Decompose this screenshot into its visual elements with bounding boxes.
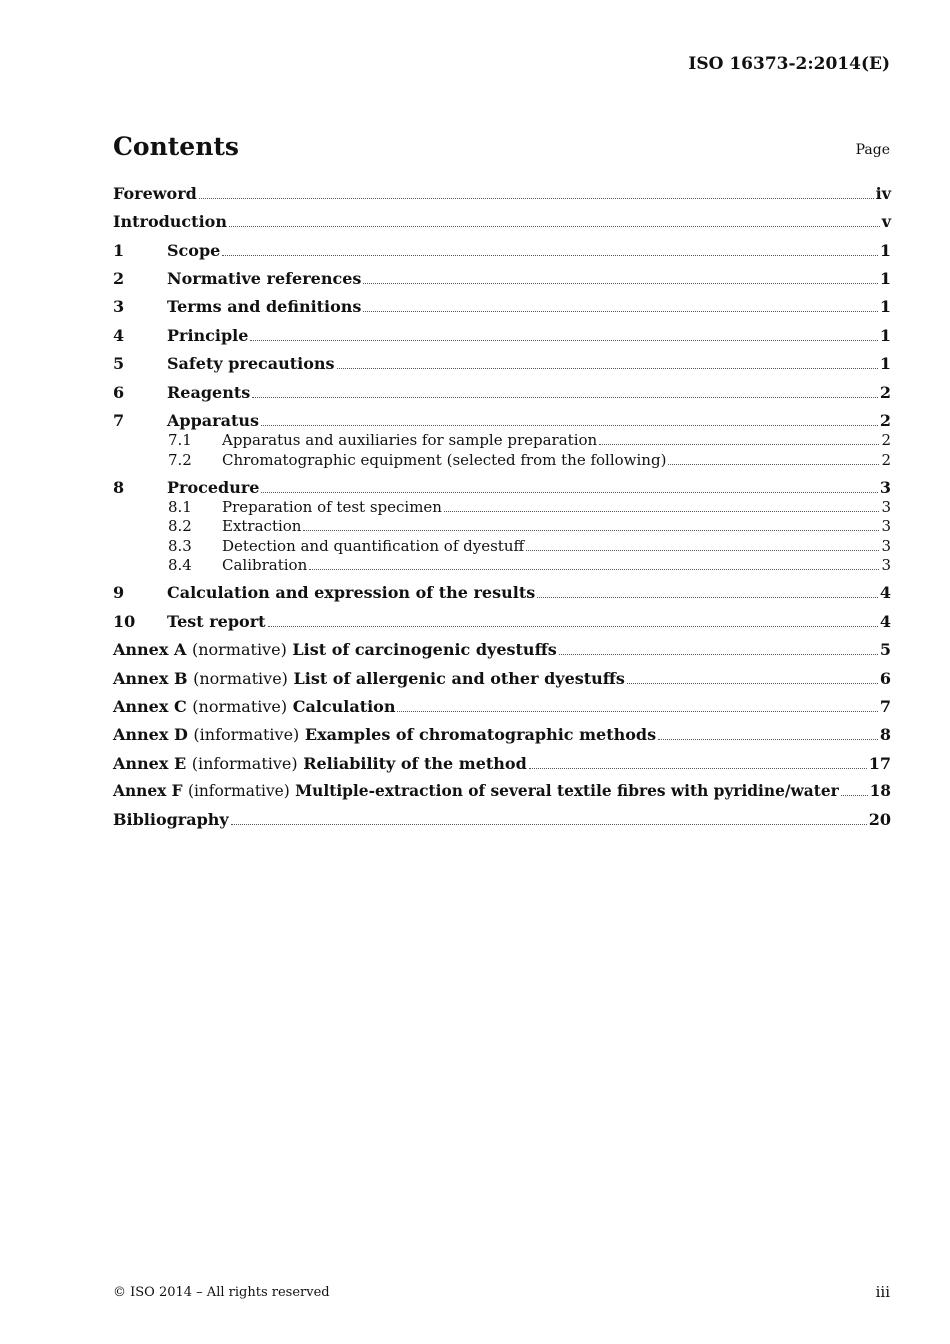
toc-entry-annex-d[interactable] [113,725,891,744]
toc-entry-number: 8 [113,478,125,497]
toc-entry-title: Calculation and expression of the results [167,583,536,602]
toc-entry-title: Scope [167,241,221,260]
annex-label: Annex E [113,754,187,773]
toc-entry-procedure[interactable] [113,478,891,497]
toc-entry-page: 18 [869,782,891,800]
leader-dots [363,283,877,284]
leader-dots [627,683,878,684]
toc-entry-number: 9 [113,583,125,602]
toc-entry-number: 2 [113,269,125,288]
leader-dots [229,226,880,227]
toc-entry-page: 8 [879,725,891,744]
toc-entry-number: 10 [113,612,136,631]
toc-subentry-7-1[interactable] [113,431,891,449]
leader-dots [363,311,877,312]
toc-entry-annex-b[interactable] [113,669,891,688]
annex-kind: (normative) [192,697,288,716]
toc-entry-title: Principle [167,326,249,345]
toc-entry-number: 7.1 [168,431,192,449]
toc-entry-apparatus[interactable] [113,411,891,430]
toc-entry-title: Multiple-extraction of several textile fibres with pyridine/water [295,782,839,800]
toc-entry-page: 2 [879,411,891,430]
toc-entry-number: 3 [113,297,125,316]
toc-entry-calculation-and-expression[interactable] [113,583,891,602]
toc-entry-title: Calibration [222,556,308,574]
toc-entry-title: Chromatographic equipment (selected from the following) [222,451,667,469]
toc-entry-title: Introduction [113,212,227,231]
toc-entry-title: Bibliography [113,810,229,829]
toc-entry-title: Extraction [222,517,302,535]
footer-copyright: © ISO 2014 – All rights reserved [113,1285,330,1300]
annex-label: Annex A [113,640,187,659]
toc-entry-number: 1 [113,241,125,260]
annex-kind: (normative) [193,669,288,688]
toc-entry-number: 8.1 [168,498,192,516]
toc-entry-page: 5 [879,640,891,659]
annex-label: Annex F [113,782,183,800]
toc-entry-page: 17 [868,754,891,773]
toc-entry-safety-precautions[interactable] [113,354,891,373]
toc-entry-title: Examples of chromatographic methods [304,725,657,744]
toc-entry-page: 1 [879,326,891,345]
toc-entry-scope[interactable] [113,241,891,260]
toc-entry-title: Test report [167,612,266,631]
leader-dots [397,711,877,712]
leader-dots [261,425,878,426]
toc-entry-page: iv [875,184,891,203]
leader-dots [199,198,874,199]
toc-entry-title: Terms and definitions [167,297,362,316]
toc-entry-title: Foreword [113,184,197,203]
toc-entry-number: 8.3 [168,537,192,555]
toc-entry-page: 3 [879,478,891,497]
annex-kind: (informative) [193,725,300,744]
annex-kind: (informative) [187,782,290,800]
toc-entry-bibliography[interactable] [113,810,891,829]
leader-dots [841,795,868,796]
toc-entry-normative-references[interactable] [113,269,891,288]
toc-entry-title: Detection and quantification of dyestuff [222,537,525,555]
leader-dots [303,530,879,531]
toc-entry-page: 1 [879,297,891,316]
toc-entry-number: 5 [113,354,125,373]
toc-entry-title: List of carcinogenic dyestuffs [292,640,557,659]
leader-dots [250,340,877,341]
leader-dots [309,569,879,570]
toc-entry-page: 3 [881,498,891,516]
toc-entry-title: Calculation [292,697,396,716]
toc-entry-title: Reagents [167,383,251,402]
leader-dots [252,397,878,398]
leader-dots [658,739,878,740]
toc-entry-page: 7 [879,697,891,716]
toc-entry-title: Preparation of test specimen [222,498,442,516]
document-id: ISO 16373-2:2014(E) [688,54,890,74]
toc-entry-page: 2 [881,431,891,449]
leader-dots [222,255,878,256]
leader-dots [444,511,879,512]
toc-entry-title: List of allergenic and other dyestuffs [293,669,625,688]
leader-dots [668,464,879,465]
leader-dots [559,654,878,655]
leader-dots [231,824,867,825]
toc-entry-annex-c[interactable] [113,697,891,716]
annex-label: Annex C [113,697,187,716]
annex-label: Annex D [113,725,188,744]
toc-entry-number: 4 [113,326,125,345]
toc-entry-annex-e[interactable] [113,754,891,773]
toc-entry-foreword[interactable] [113,184,891,203]
toc-entry-title: Normative references [167,269,362,288]
toc-entry-number: 8.2 [168,517,192,535]
toc-entry-test-report[interactable] [113,612,891,631]
annex-kind: (normative) [191,640,287,659]
leader-dots [337,368,878,369]
toc-entry-page: 1 [879,269,891,288]
toc-entry-page: 1 [879,241,891,260]
toc-subentry-7-2[interactable] [113,451,891,469]
toc-entry-number: 6 [113,383,125,402]
toc-entry-introduction[interactable] [113,212,891,231]
toc-entry-page: 2 [879,383,891,402]
contents-heading: Contents [113,132,240,161]
leader-dots [599,444,879,445]
toc-entry-title: Apparatus [167,411,259,430]
toc-entry-page: 3 [881,556,891,574]
toc-subentry-8-1[interactable] [113,498,891,516]
toc-entry-page: 6 [879,669,891,688]
leader-dots [268,626,878,627]
toc-entry-title: Procedure [167,478,260,497]
leader-dots [537,597,878,598]
leader-dots [261,492,877,493]
toc-entry-number: 8.4 [168,556,192,574]
toc-entry-page: 3 [881,517,891,535]
toc-entry-annex-a[interactable] [113,640,891,659]
toc-entry-page: 4 [879,612,891,631]
toc-subentry-8-4[interactable] [113,556,891,574]
leader-dots [526,550,879,551]
toc-subentry-8-2[interactable] [113,517,891,535]
toc-entry-title: Apparatus and auxiliaries for sample preparation [222,431,598,449]
leader-dots [529,768,867,769]
footer-page-number: iii [875,1283,890,1301]
toc-entry-number: 7.2 [168,451,192,469]
toc-entry-page: 4 [879,583,891,602]
toc-entry-principle[interactable] [113,326,891,345]
toc-entry-title: Reliability of the method [303,754,527,773]
toc-entry-number: 7 [113,411,125,430]
toc-entry-page: 2 [881,451,891,469]
toc-entry-page: 20 [868,810,891,829]
toc-subentry-8-3[interactable] [113,537,891,555]
toc-entry-page: 3 [881,537,891,555]
page-column-label: Page [855,142,890,158]
toc-entry-terms-and-definitions[interactable] [113,297,891,316]
annex-kind: (informative) [191,754,298,773]
toc-entry-reagents[interactable] [113,383,891,402]
annex-label: Annex B [113,669,188,688]
toc-entry-title: Safety precautions [167,354,335,373]
toc-entry-annex-f[interactable] [113,782,891,800]
toc-entry-page: v [881,212,891,231]
toc-entry-page: 1 [879,354,891,373]
